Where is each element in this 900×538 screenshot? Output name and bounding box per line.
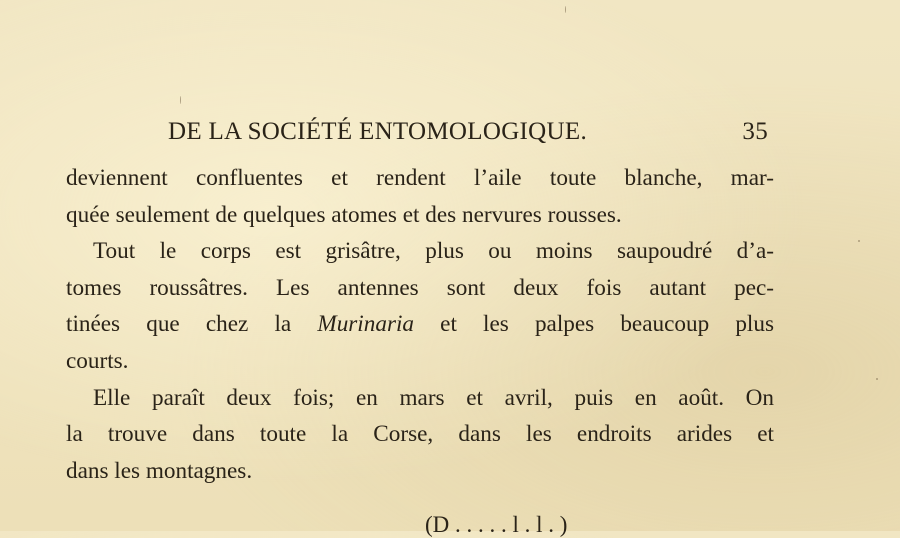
body-text bbox=[66, 160, 774, 489]
page-number: 35 bbox=[742, 118, 768, 145]
text-run: tinées que chez la bbox=[66, 311, 318, 338]
text-line: la trouve dans toute la Corse, dans les endroits arides et bbox=[66, 421, 774, 448]
text-line: Elle paraît deux fois; en mars et avril, puis en août. On bbox=[93, 384, 774, 411]
species-name: Murinaria bbox=[317, 311, 414, 338]
page-header bbox=[168, 118, 768, 150]
paper-speck bbox=[876, 378, 878, 380]
paper-speck bbox=[565, 6, 566, 13]
text-line: deviennent confluentes et rendent l’aile toute blanche, mar- bbox=[66, 165, 774, 191]
text-line: Tout le corps est grisâtre, plus ou moins saupoudré d’a- bbox=[93, 238, 774, 265]
text-line: tomes roussâtres. Les antennes sont deux fois autant pec- bbox=[66, 274, 774, 301]
text-line bbox=[66, 306, 774, 343]
text-line: courts. bbox=[66, 347, 129, 374]
cut-off-footer-text: (D . . . . . l . l . ) bbox=[425, 512, 568, 537]
paper-speck bbox=[858, 240, 860, 242]
text-line: dans les montagnes. bbox=[66, 457, 253, 484]
paper-speck bbox=[180, 96, 181, 104]
running-title: DE LA SOCIÉTÉ ENTOMOLOGIQUE. bbox=[168, 118, 588, 145]
text-run: et les palpes beaucoup plus bbox=[414, 311, 774, 338]
text-line: quée seulement de quelques atomes et des nervures rousses. bbox=[66, 201, 622, 228]
